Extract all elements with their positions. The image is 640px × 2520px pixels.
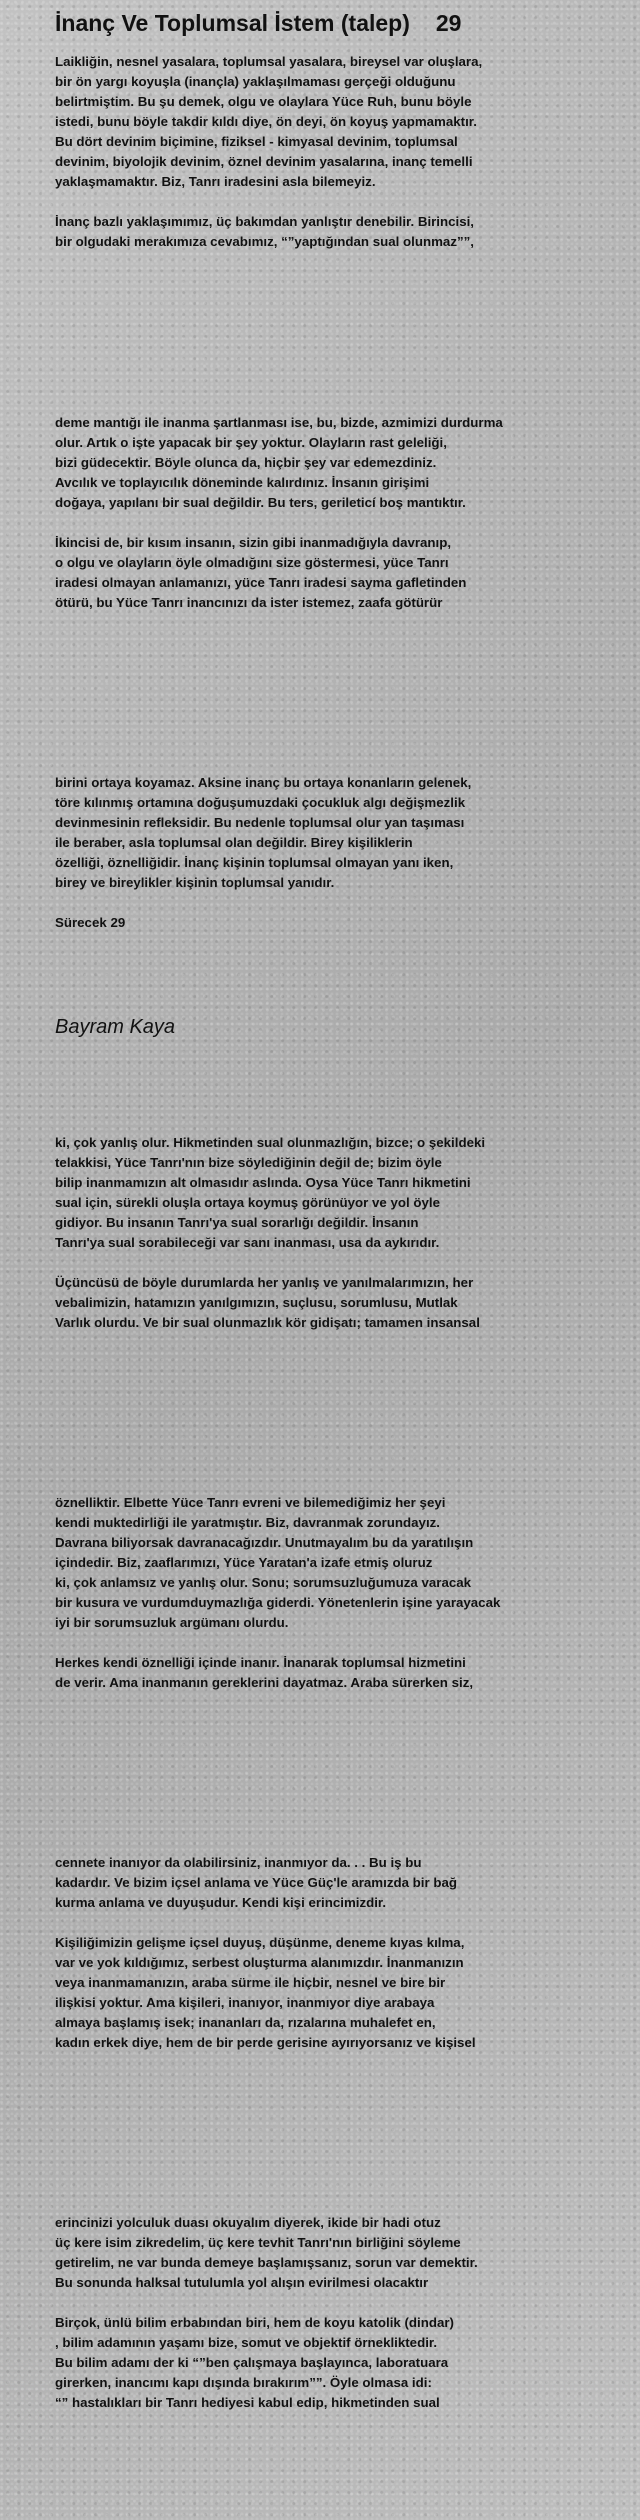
text-line: bizi güdecektir. Böyle olunca da, hiçbir şey var edemezdiniz.	[55, 455, 437, 470]
text-line: Bu bilim adamı der ki “”ben çalışmaya başlayınca, laboratuara	[55, 2355, 449, 2370]
text-line: bilip inanmamızın alt olmasıdır aslında. Oysa Yüce Tanrı hikmetini	[55, 1175, 471, 1190]
text-line: ile beraber, asla toplumsal olan değildir. Birey kişiliklerin	[55, 835, 413, 850]
text-line: iyi bir sorumsuzluk argümanı olurdu.	[55, 1615, 289, 1630]
text-line: birini ortaya koyamaz. Aksine inanç bu ortaya konanların gelenek,	[55, 775, 472, 790]
text-line: öznelliktir. Elbette Yüce Tanrı evreni ve bilemediğimiz her şeyi	[55, 1495, 446, 1510]
text-line: Laikliğin, nesnel yasalara, toplumsal yasalara, bireysel var oluşlara,	[55, 54, 483, 69]
page-title	[55, 10, 461, 37]
text-block	[55, 2213, 615, 2413]
text-line: Sürecek 29	[55, 915, 126, 930]
text-line: deme mantığı ile inanma şartlanması ise, bu, bizde, azmimizi durdurma	[55, 415, 503, 430]
text-line: kadın erkek diye, hem de bir perde gerisine ayırıyorsanız ve kişisel	[55, 2035, 476, 2050]
text-line: Üçüncüsü de böyle durumlarda her yanlış ve yanılmalarımızın, her	[55, 1275, 474, 1290]
text-line: gidiyor. Bu insanın Tanrı'ya sual sorarlığı değildir. İnsanın	[55, 1215, 419, 1230]
text-line: ötürü, bu Yüce Tanrı inancınızı da ister istemez, zaafa götürür	[55, 595, 443, 610]
text-line: Varlık olurdu. Ve bir sual olunmazlık kör gidişatı; tamamen insansal	[55, 1315, 480, 1330]
text-line: devinim, biyolojik devinim, öznel devinim yasalarına, inanç temelli	[55, 154, 473, 169]
text-line: üç kere isim zikredelim, üç kere tevhit Tanrı'nın birliğini söyleme	[55, 2235, 461, 2250]
text-line: o olgu ve olayların öyle olmadığını size göstermesi, yüce Tanrı	[55, 555, 449, 570]
text-line: Birçok, ünlü bilim erbabından biri, hem de koyu katolik (dindar)	[55, 2315, 454, 2330]
text-line: girerken, inancımı kapı dışında bırakırım””. Öyle olmasa idi:	[55, 2375, 432, 2390]
text-line: kendi muktedirliği ile yaratmıştır. Biz, davranmak zorundayız.	[55, 1515, 440, 1530]
text-line: telakkisi, Yüce Tanrı'nın bize söylediğinin değil de; bizim öyle	[55, 1155, 442, 1170]
text-line: sual için, sürekli oluşla ortaya koymuş görünüyor ve yol öyle	[55, 1195, 440, 1210]
text-line: belirtmiştim. Bu şu demek, olgu ve olaylara Yüce Ruh, bunu böyle	[55, 94, 472, 109]
text-line: cennete inanıyor da olabilirsiniz, inanmıyor da. . . Bu iş bu	[55, 1855, 422, 1870]
text-line: kurma anlama ve duyuşudur. Kendi kişi erincimizdir.	[55, 1895, 387, 1910]
title-text: İnanç Ve Toplumsal İstem (talep)	[55, 10, 410, 36]
text-block	[55, 413, 615, 613]
text-line: yaklaşmamaktır. Biz, Tanrı iradesini asla bilemeyiz.	[55, 174, 376, 189]
text-block	[55, 52, 615, 252]
text-line: de verir. Ama inanmanın gereklerini dayatmaz. Araba sürerken siz,	[55, 1675, 474, 1690]
text-line: olur. Artık o işte yapacak bir şey yoktur. Olayların rast geleliği,	[55, 435, 447, 450]
text-line: Tanrı'ya sual sorabileceği var sanı inanması, usa da aykırıdır.	[55, 1235, 440, 1250]
text-line: veya inanmamanızın, araba sürme ile hiçbir, nesnel ve bire bir	[55, 1975, 446, 1990]
text-line: Avcılık ve toplayıcılık döneminde kalırdınız. İnsanın girişimi	[55, 475, 430, 490]
author-signature: Bayram Kaya	[55, 1016, 176, 1038]
text-line: doğaya, yapılanı bir sual değildir. Bu ters, gerileticí boş mantıktır.	[55, 495, 466, 510]
text-line: töre kılınmış ortamına doğuşumuzdaki çocukluk algı değişmezlik	[55, 795, 466, 810]
text-line: Kişiliğimizin gelişme içsel duyuş, düşünme, deneme kıyas kılma,	[55, 1935, 465, 1950]
text-line: bir kusura ve vurdumduymazlığa giderdi. Yönetenlerin işine yarayacak	[55, 1595, 501, 1610]
text-line: devinmesinin refleksidir. Bu nedenle toplumsal olur yan taşıması	[55, 815, 465, 830]
text-line: , bilim adamının yaşamı bize, somut ve objektif örnekliktedir.	[55, 2335, 438, 2350]
text-block	[55, 773, 615, 933]
text-line: erincinizi yolculuk duası okuyalım diyerek, ikide bir hadi otuz	[55, 2215, 441, 2230]
title-number: 29	[435, 10, 462, 36]
text-line: istedi, bunu böyle takdir kıldı diye, ön deyi, ön koyuş yapmamaktır.	[55, 114, 477, 129]
text-block	[55, 1493, 615, 1693]
text-line: içindedir. Biz, zaaflarımızı, Yüce Yaratan'a izafe etmiş oluruz	[55, 1555, 433, 1570]
text-line: İkincisi de, bir kısım insanın, sizin gibi inanmadığıyla davranıp,	[55, 535, 452, 550]
text-line: iradesi olmayan anlamanızı, yüce Tanrı iradesi sayma gafletinden	[55, 575, 467, 590]
text-block	[55, 1853, 615, 2053]
text-line: “” hastalıkları bir Tanrı hediyesi kabul edip, hikmetinden sual	[55, 2395, 440, 2410]
text-line: bir ön yargı koyuşla (inançla) yaklaşılmaması gerçeği olduğunu	[55, 74, 456, 89]
text-line: birey ve bireylikler kişinin toplumsal yanıdır.	[55, 875, 335, 890]
text-line: Herkes kendi öznelliği içinde inanır. İnanarak toplumsal hizmetini	[55, 1655, 466, 1670]
text-line: Bu dört devinim biçimine, fiziksel - kimyasal devinim, toplumsal	[55, 134, 458, 149]
text-block	[55, 1133, 615, 1333]
text-line: almaya başlamış isek; inananları da, rızalarına muhalefet en,	[55, 2015, 436, 2030]
text-line: vebalimizin, hatamızın yanılgımızın, suçlusu, sorumlusu, Mutlak	[55, 1295, 458, 1310]
text-line: ki, çok yanlış olur. Hikmetinden sual olunmazlığın, bizce; o şekildeki	[55, 1135, 486, 1150]
text-line: bir olgudaki merakımıza cevabımız, “”yaptığından sual olunmaz””,	[55, 234, 474, 249]
text-line: özelliği, öznelliğidir. İnanç kişinin toplumsal olmayan yanı iken,	[55, 855, 454, 870]
text-line: Bu sonunda halksal tutulumla yol alışın evirilmesi olacaktır	[55, 2275, 429, 2290]
text-line: ki, çok anlamsız ve yanlış olur. Sonu; sorumsuzluğumuza varacak	[55, 1575, 472, 1590]
text-line: var ve yok kıldığımız, serbest oluşturma alanımızdır. İnanmanızın	[55, 1955, 464, 1970]
text-line: kadardır. Ve bizim içsel anlama ve Yüce Güç'le aramızda bir bağ	[55, 1875, 458, 1890]
text-line: Davrana biliyorsak davranacağızdır. Unutmayalım bu da yaratılışın	[55, 1535, 474, 1550]
text-line: getirelim, ne var bunda demeye başlamışsanız, sorun var demektir.	[55, 2255, 478, 2270]
text-line: İnanç bazlı yaklaşımımız, üç bakımdan yanlıştır denebilir. Birincisi,	[55, 214, 475, 229]
text-line: ilişkisi yoktur. Ama kişileri, inanıyor, inanmıyor diye arabaya	[55, 1995, 435, 2010]
